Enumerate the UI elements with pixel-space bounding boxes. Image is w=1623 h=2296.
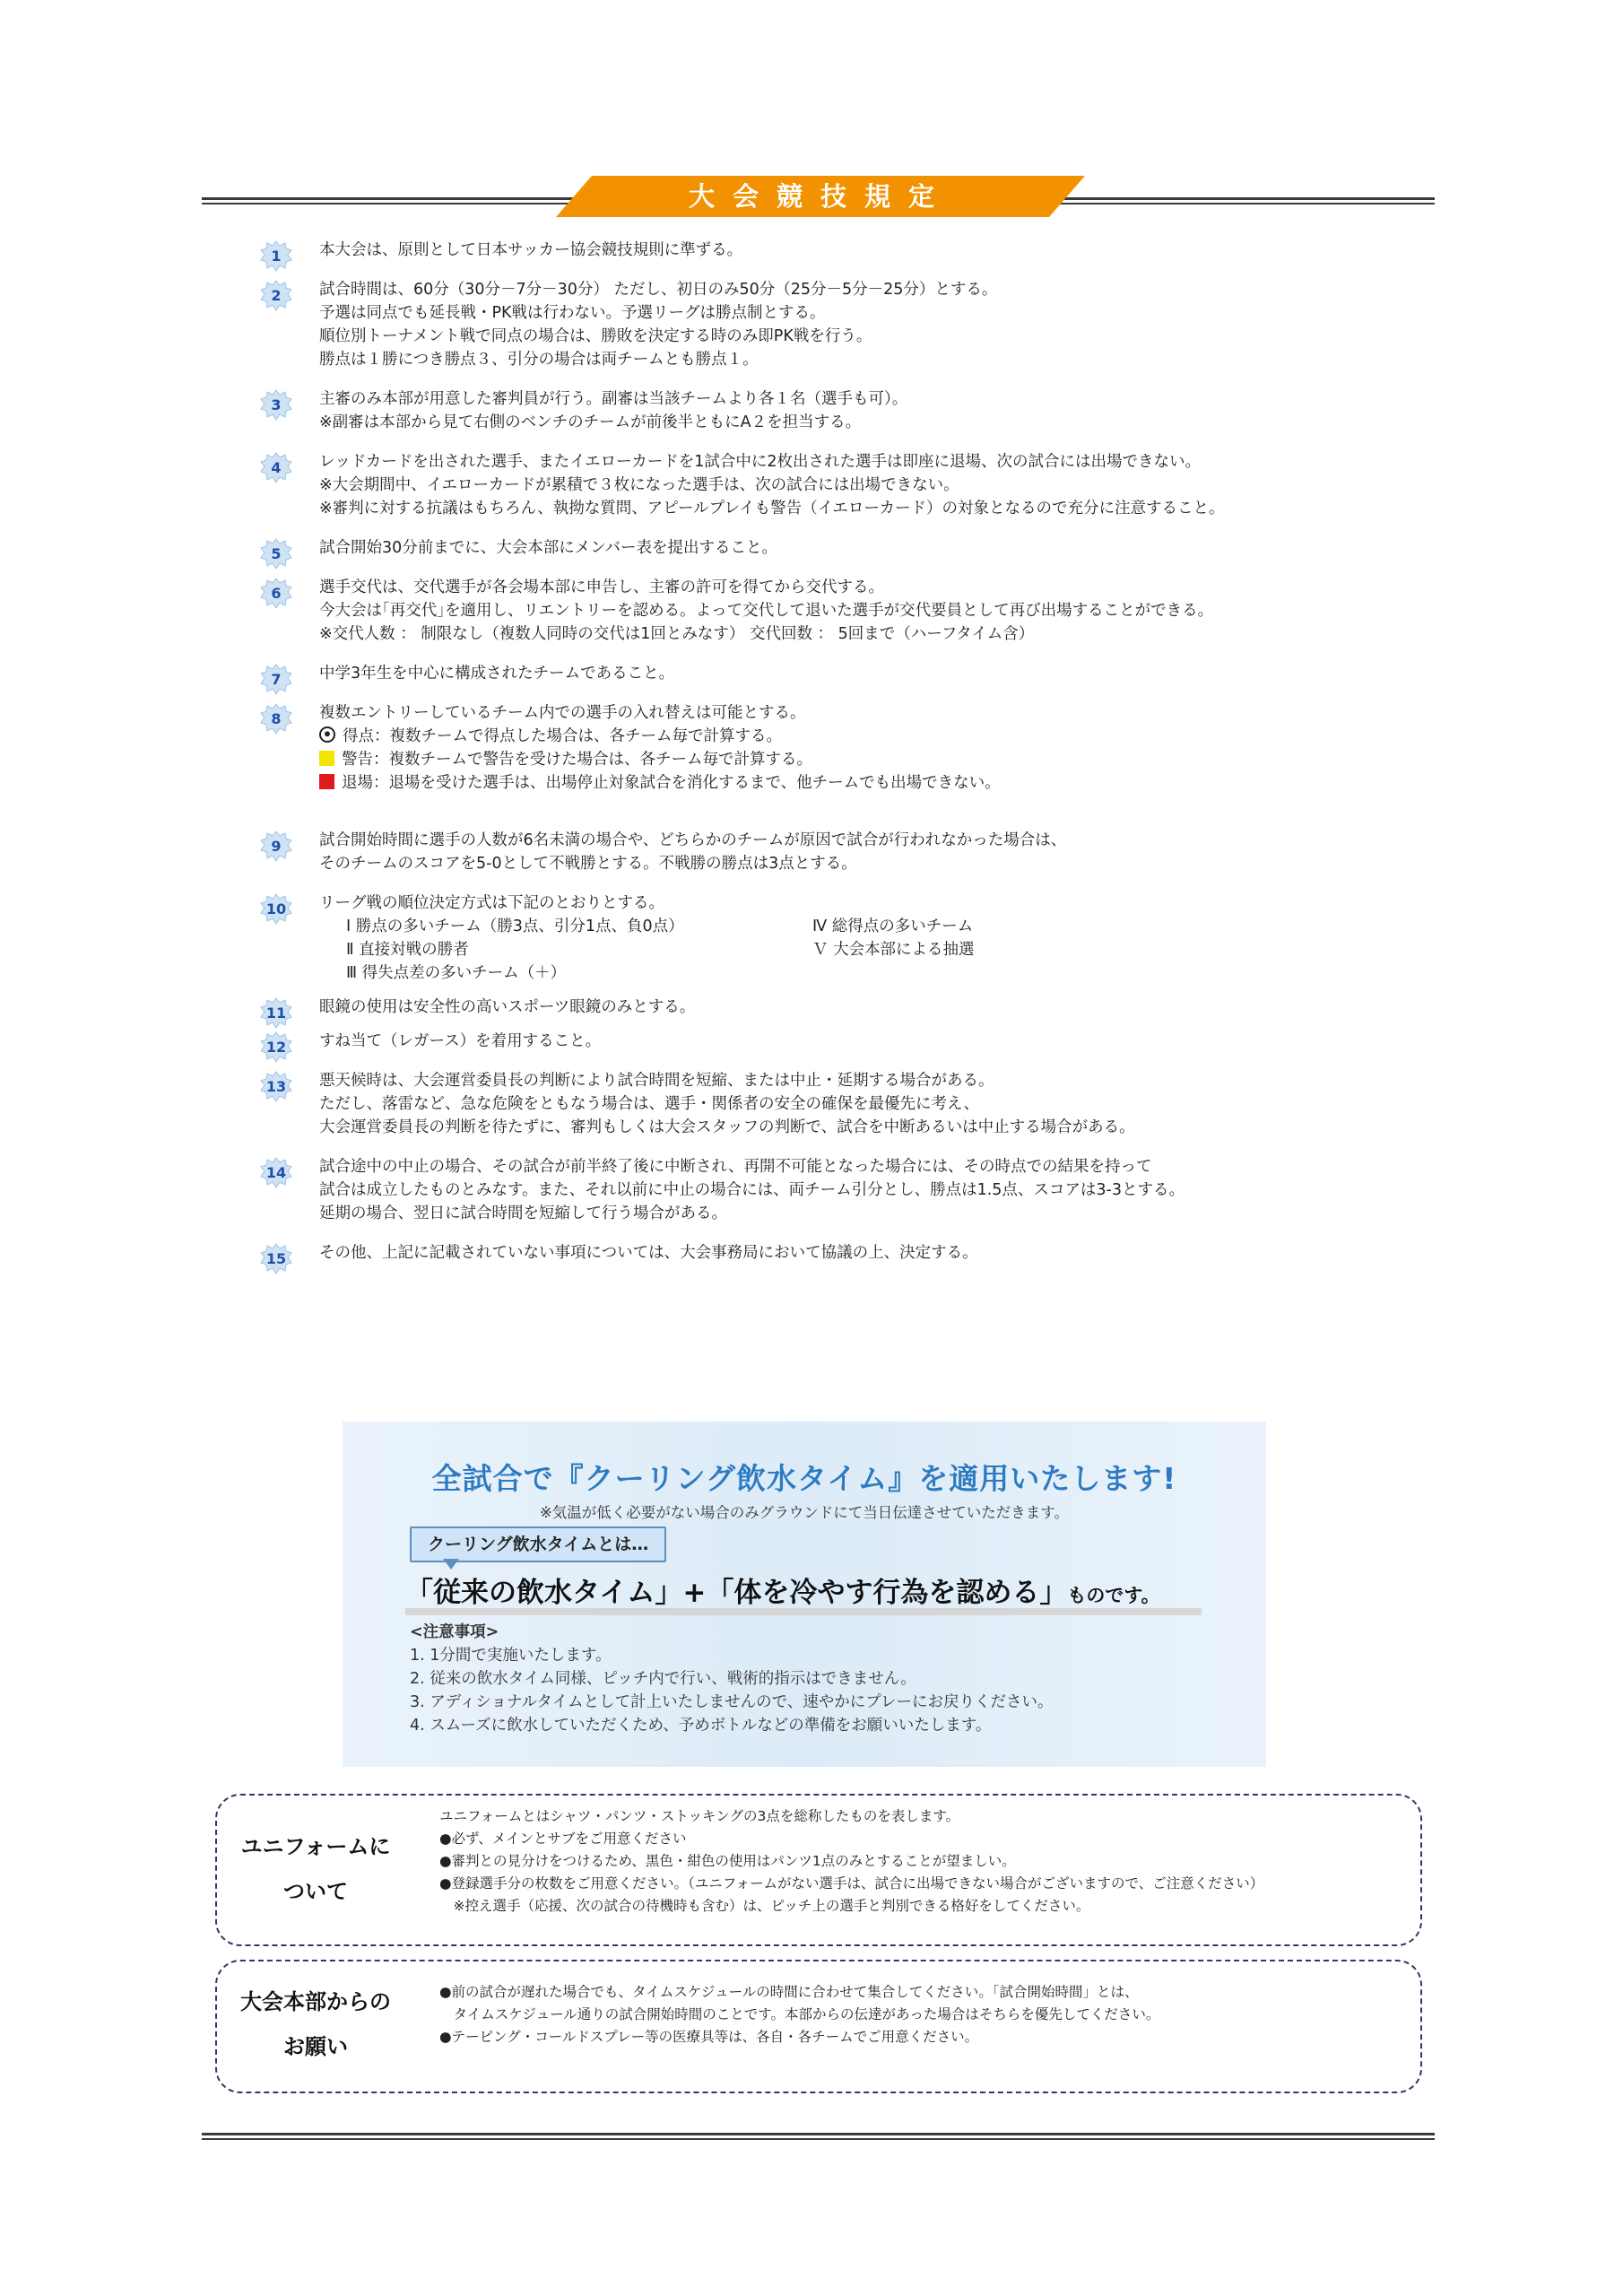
ranking-criterion: Ⅰ 勝点の多いチーム（勝3点、引分1点、負0点）: [346, 918, 684, 935]
rule-text-line: 試合開始30分前までに、大会本部にメンバー表を提出すること。: [319, 539, 778, 557]
rule-text-line: その他、上記に記載されていない事項については、大会事務局において協議の上、決定する。: [319, 1244, 978, 1262]
ranking-criterion: Ⅳ 総得点の多いチーム: [812, 918, 974, 935]
formula-tail: ものです。: [1067, 1585, 1160, 1606]
cooling-subnote: ※気温が低く必要がない場合のみグラウンドにて当日伝達させていただきます。: [539, 1504, 1069, 1521]
rule-number: 12: [265, 1039, 287, 1056]
rule-item: [260, 1069, 1426, 1139]
soccer-ball-icon: [319, 726, 335, 743]
rule-text-line: リーグ戦の順位決定方式は下記のとおりとする。: [319, 894, 664, 912]
rule-number: 7: [271, 671, 282, 688]
red-card-icon: [319, 774, 334, 789]
uniform-line: ●審判との見分けをつけるため、黒色・紺色の使用はパンツ1点のみとすることが望ましい。: [439, 1853, 1016, 1869]
request-line: ●テーピング・コールドスプレー等の医療具等は、各自・各チームでご用意ください。: [439, 2029, 979, 2045]
rules-list: [260, 239, 1426, 1265]
rule-number: 14: [265, 1164, 287, 1181]
rule-item: [260, 701, 1426, 795]
rule-number-badge: [260, 240, 292, 273]
request-line: タイムスケジュール通りの試合開始時間のことです。本部からの伝達があった場合はそちらを優先してください。: [439, 2006, 1160, 2022]
note-line: 1. 1分間で実施いたします。: [410, 1647, 612, 1665]
rule-text-line: 試合は成立したものとみなす。また、それ以前に中止の場合には、両チーム引分とし、勝点は1.5点、スコアは3-3とする。: [319, 1181, 1185, 1199]
rule-item: [260, 278, 1426, 371]
rule-number-badge: [260, 1071, 292, 1103]
uniform-box: [215, 1794, 1422, 1946]
rule-number-badge: [260, 893, 292, 926]
rule-item: [260, 450, 1426, 520]
uniform-line: ●登録選手分の枚数をご用意ください。（ユニフォームがない選手は、試合に出場できない場合がございますので、ご注意ください）: [439, 1875, 1264, 1892]
rule-text-line: 延期の場合、翌日に試合時間を短縮して行う場合がある。: [319, 1205, 727, 1222]
cooling-callout: クーリング飲水タイムとは…: [410, 1526, 666, 1562]
rule-number: 6: [271, 585, 282, 602]
yellow-card-icon: [319, 751, 334, 766]
rule-text-line: ※大会期間中、イエローカードが累積で３枚になった選手は、次の試合には出場できない。: [319, 476, 959, 494]
rule-text-line: 悪天候時は、大会運営委員長の判断により試合時間を短縮、または中止・延期する場合がある。: [319, 1072, 994, 1090]
request-label-line: お願い: [283, 2034, 348, 2059]
rule-number-badge: [260, 578, 292, 610]
rule-text-line: 本大会は、原則として日本サッカー協会競技規則に準ずる。: [319, 241, 743, 259]
rule-number: 8: [271, 710, 282, 727]
callout-tail: [443, 1559, 459, 1570]
rule-text-line: 予選は同点でも延長戦・PK戦は行わない。予選リーグは勝点制とする。: [319, 304, 826, 322]
rule-number: 9: [271, 838, 282, 855]
rule-item: [260, 829, 1426, 875]
cooling-headline: 全試合で『クーリング飲水タイム』を適用いたします!: [431, 1461, 1177, 1496]
rule-number-badge: [260, 389, 292, 422]
formula-main: 「従来の飲水タイム」+「体を冷やす行為を認める」: [405, 1577, 1068, 1609]
title-banner: [556, 176, 1085, 217]
rule-number: 10: [265, 900, 287, 918]
request-label: [217, 1979, 414, 2069]
rule-number-badge: [260, 831, 292, 863]
uniform-line: ※控え選手（応援、次の試合の待機時も含む）は、ピッチ上の選手と判別できる格好をしてください。: [439, 1898, 1090, 1914]
rule-number-badge: [260, 1157, 292, 1189]
rule-text-line: 大会運営委員長の判断を待たずに、審判もしくは大会スタッフの判断で、試合を中断あるいは中止する場合がある。: [319, 1118, 1135, 1136]
bottom-divider: [202, 2133, 1435, 2140]
rule-text-line: 複数エントリーしているチーム内での選手の入れ替えは可能とする。: [319, 704, 806, 722]
legend-text: 退場：退場を受けた選手は、出場停止対象試合を消化するまで、他チームでも出場できない。: [342, 774, 1001, 792]
legend-text: 得点：複数チームで得点した場合は、各チーム毎で計算する。: [343, 727, 782, 745]
rule-text-line: ※審判に対する抗議はもちろん、執拗な質問、アピールプレイも警告（イエローカード）の対象となるので充分に注意すること。: [319, 500, 1225, 517]
cooling-notes: [410, 1621, 1054, 1737]
ranking-left: [319, 915, 812, 985]
ranking-criterion: Ⅱ 直接対戦の勝者: [346, 941, 469, 959]
rule-number: 3: [271, 396, 282, 413]
rule-item: [260, 387, 1426, 434]
rule-text-line: 試合時間は、60分（30分－7分－30分） ただし、初日のみ50分（25分－5分－25分）とする。: [319, 281, 998, 299]
rule-item: [260, 536, 1426, 560]
rule-item: [260, 662, 1426, 688]
rule-text-line: 勝点は１勝につき勝点３、引分の場合は両チームとも勝点１。: [319, 351, 759, 369]
ranking-columns: [319, 915, 1426, 985]
rule-number: 4: [271, 459, 282, 476]
legend-row: [319, 771, 1426, 795]
uniform-line: ●必ず、メインとサブをご用意ください: [439, 1831, 687, 1847]
rule-item: [260, 1155, 1426, 1225]
request-content: [439, 1981, 1159, 2048]
legend-text: 警告：複数チームで警告を受けた場合は、各チーム毎で計算する。: [342, 751, 812, 769]
note-line: 4. スムーズに飲水していただくため、予めボトルなどの準備をお願いいたします。: [410, 1717, 992, 1735]
rule-number: 15: [265, 1250, 287, 1267]
uniform-line: ユニフォームとはシャツ・パンツ・ストッキングの3点を総称したものを表します。: [439, 1808, 960, 1824]
page-title: 大会競技規定: [688, 181, 952, 212]
rule-number: 13: [265, 1078, 287, 1095]
rule-item: [260, 239, 1426, 265]
note-line: 2. 従来の飲水タイム同様、ピッチ内で行い、戦術的指示はできません。: [410, 1670, 916, 1688]
request-label-line: 大会本部からの: [240, 1989, 391, 2014]
rule-number: 5: [271, 545, 282, 562]
rule-number-badge: [260, 1031, 292, 1064]
rule-number-badge: [260, 1243, 292, 1275]
rule-item: [260, 1030, 1426, 1056]
cooling-formula: [405, 1570, 1160, 1610]
rule-text-line: そのチームのスコアを5-0として不戦勝とする。不戦勝の勝点は3点とする。: [319, 855, 857, 873]
rule-number-badge: [260, 997, 292, 1030]
uniform-label-line: ユニフォームに: [240, 1834, 391, 1859]
request-box: [215, 1960, 1422, 2093]
legend-row: [319, 725, 1426, 748]
rule-number-badge: [260, 280, 292, 312]
rule-text-line: 今大会は｢再交代｣を適用し、リエントリーを認める。よって交代して退いた選手が交代要員として再び出場することができる。: [319, 602, 1214, 620]
notes-heading: <注意事項>: [410, 1623, 499, 1641]
ranking-criterion: Ｖ 大会本部による抽選: [812, 941, 975, 959]
cooling-water-panel: [343, 1422, 1266, 1767]
rule-number-badge: [260, 664, 292, 696]
rule-text-line: レッドカードを出された選手、またイエローカードを1試合中に2枚出された選手は即座に退場、次の試合には出場できない。: [319, 453, 1202, 471]
rule-item: [260, 576, 1426, 646]
rule-number: 2: [271, 287, 282, 304]
rule-text-line: 試合途中の中止の場合、その試合が前半終了後に中断され、再開不可能となった場合には、その時点での結果を持って: [319, 1158, 1152, 1176]
rule-text-line: 順位別トーナメント戦で同点の場合は、勝敗を決定する時のみ即PK戦を行う。: [319, 327, 872, 345]
rule-number-badge: [260, 703, 292, 735]
uniform-label-line: ついて: [283, 1879, 348, 1904]
rule-text-line: 眼鏡の使用は安全性の高いスポーツ眼鏡のみとする。: [319, 998, 696, 1016]
rule-number-badge: [260, 452, 292, 484]
rule-number-badge: [260, 538, 292, 570]
rule-text-line: 主審のみ本部が用意した審判員が行う。副審は当該チームより各１名（選手も可）。: [319, 390, 908, 408]
ranking-right: [812, 915, 975, 985]
uniform-label: [217, 1824, 414, 1914]
rule-text-line: すね当て（レガース）を着用すること。: [319, 1032, 602, 1050]
rule-number: 1: [271, 248, 282, 265]
rule-number: 11: [265, 1004, 287, 1022]
rule-text-line: ※副審は本部から見て右側のベンチのチームが前後半ともにA２を担当する。: [319, 413, 862, 431]
rule-item: [260, 1241, 1426, 1265]
rule-text-line: 選手交代は、交代選手が各会場本部に申告し、主審の許可を得てから交代する。: [319, 578, 884, 596]
uniform-content: [439, 1805, 1263, 1918]
rule-item: [260, 891, 1426, 985]
request-line: ●前の試合が遅れた場合でも、タイムスケジュールの時間に合わせて集合してください。「試合開始時間」とは、: [439, 1984, 1139, 2000]
rule-item: [260, 996, 1426, 1022]
ranking-criterion: Ⅲ 得失点差の多いチーム（＋）: [346, 964, 567, 982]
note-line: 3. アディショナルタイムとして計上いたしませんので、速やかにプレーにお戻りください。: [410, 1693, 1054, 1711]
rule-text-line: ただし、落雷など、急な危険をともなう場合は、選手・関係者の安全の確保を最優先に考え、: [319, 1095, 980, 1113]
rule-text-line: 中学3年生を中心に構成されたチームであること。: [319, 665, 675, 683]
rule-text-line: ※交代人数 ： 制限なし（複数人同時の交代は1回とみなす） 交代回数 ： 5回まで（ハーフタイム含）: [319, 625, 1035, 643]
legend-row: [319, 748, 1426, 771]
rule-text-line: 試合開始時間に選手の人数が6名未満の場合や、どちらかのチームが原因で試合が行われなかった場合は、: [319, 831, 1067, 849]
